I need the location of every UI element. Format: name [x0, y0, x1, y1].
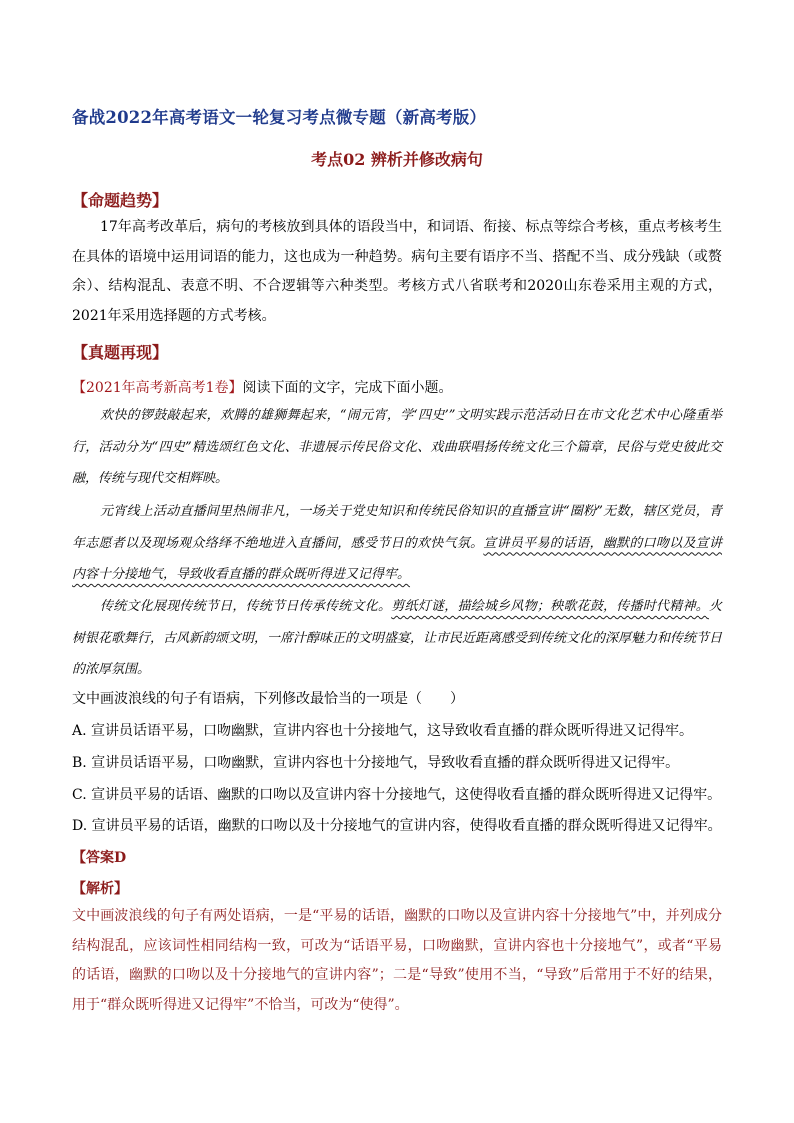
option-d: D. 宣讲员平易的话语，幽默的口吻以及十分接地气的宣讲内容，使得收看直播的群众既听得进又记得牢。	[72, 818, 722, 834]
wavy-underlined-sentence: 宣讲员平易的话语，幽默的口吻以及宣讲内容十分接地气，导致收看直播的群众既听得进又记得牢。	[72, 535, 722, 582]
real-exam-heading: 【真题再现】	[72, 343, 169, 362]
exam-source-line	[72, 377, 453, 397]
passage-paragraph-3	[72, 591, 722, 686]
exam-source: 【2021年高考新高考1卷】	[72, 380, 243, 396]
passage-p3-text-b: 火树银花歌舞行，古风新韵颂文明，一席汁醇味正的文明盛宴，让市民近距离感受到传统文化的深厚魅力和传统节日的浓厚氛围。	[72, 599, 723, 677]
analysis-paragraph: 文中画波浪线的句子有两处语病，一是“平易的话语，幽默的口吻以及宣讲内容十分接地气”中，并列成分结构混乱，应该词性相同结构一致，可改为“话语平易，口吻幽默，宣讲内容也十分接地气”，或者“平易的话语，幽默的口吻以及十分接地气的宣讲内容”；二是“导致”使用不当，“导致”后常用于不好的结果，用于“群众既听得进又记得牢”不恰当，可改为“使得”。	[72, 908, 722, 1013]
option-b: B. 宣讲员话语平易，口吻幽默，宣讲内容也十分接地气，导致收看直播的群众既听得进又记得牢。	[72, 755, 680, 771]
passage-paragraph-2	[72, 496, 722, 591]
document-title: 备战2022年高考语文一轮复习考点微专题（新高考版）	[72, 108, 487, 127]
trend-heading: 【命题趋势】	[72, 191, 169, 210]
analysis-heading: 【解析】	[72, 881, 128, 897]
document-subtitle: 考点02 辨析并修改病句	[311, 150, 483, 169]
passage-paragraph-1: 欢快的锣鼓敲起来，欢腾的雄狮舞起来，“闹元宵，学‘四史’”文明实践示范活动日在市文化艺术中心隆重举行，活动分为“四史”精选颂红色文化、非遗展示传民俗文化、戏曲联唱扬传统文化三个篇章，民俗与党史彼此交融，传统与现代交相辉映。	[72, 408, 722, 486]
passage-p3-text-a: 传统文化展现传统节日，传统节日传承传统文化。	[100, 599, 392, 614]
question-stem: 文中画波浪线的句子有语病，下列修改最恰当的一项是（ ）	[72, 691, 464, 707]
option-a: A. 宣讲员话语平易，口吻幽默，宣讲内容也十分接地气，这导致收看直播的群众既听得进又记得牢。	[72, 723, 694, 739]
wavy-underlined-phrase: 剪纸灯谜，描绘城乡风物；秧歌花鼓，传播时代精神。	[391, 599, 709, 614]
option-c: C. 宣讲员平易的话语、幽默的口吻以及宣讲内容十分接地气，这使得收看直播的群众既听得进又记得牢。	[72, 787, 722, 803]
trend-paragraph: 17年高考改革后，病句的考核放到具体的语段当中，和词语、衔接、标点等综合考核，重点考核考生在具体的语境中运用词语的能力，这也成为一种趋势。病句主要有语序不当、搭配不当、成分残缺（或赘余）、结构混乱、表意不明、不合逻辑等六种类型。考核方式八省联考和2020山东卷采用主观的方式，2021年采用选择题的方式考核。	[72, 219, 722, 324]
passage-p2-text: 元宵线上活动直播间里热闹非凡，一场关于党史知识和传统民俗知识的直播宣讲“圈粉”无数，辖区党员，青年志愿者以及现场观众络绎不绝地进入直播间，感受节日的欢快气氛。	[72, 504, 722, 551]
exam-instruction: 阅读下面的文字，完成下面小题。	[242, 380, 453, 396]
answer-label: 【答案D	[72, 850, 127, 866]
